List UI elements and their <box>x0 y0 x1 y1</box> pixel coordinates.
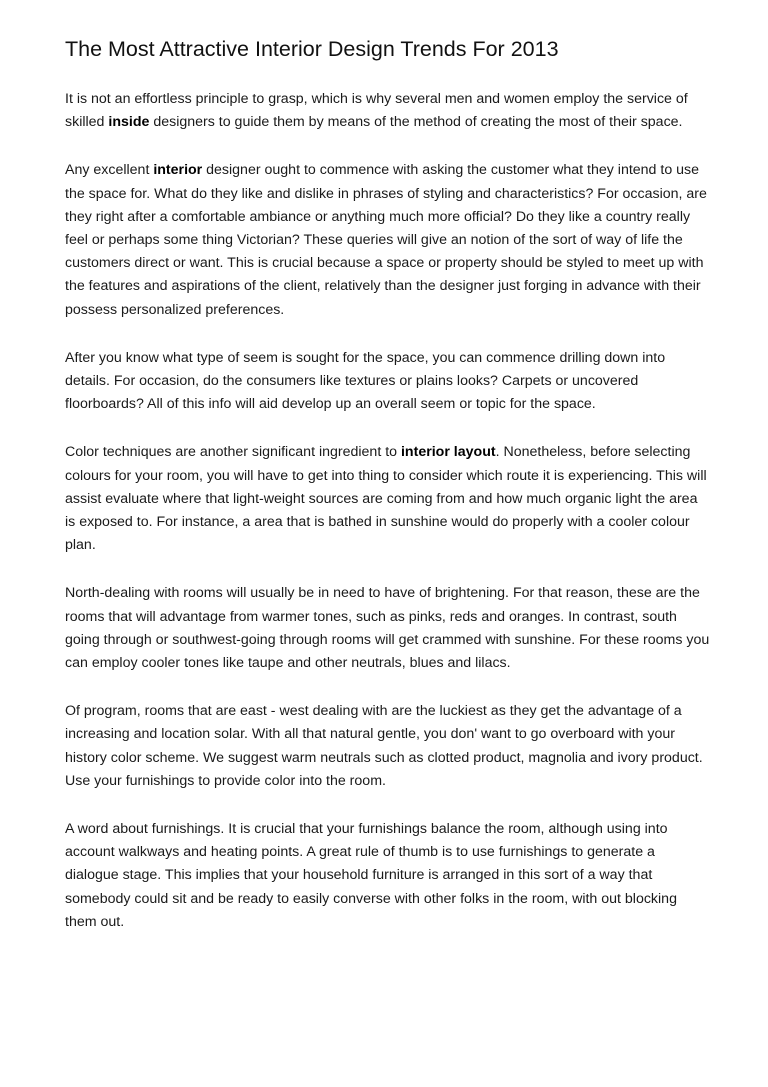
bold-keyword: interior <box>153 162 203 179</box>
paragraph-2 <box>65 159 710 321</box>
text-segment: Of program, rooms that are east - west dealing with are the luckiest as they get the advantage of a increasing and location solar. With all that natural gentle, you don' want to go overboard with your history color scheme. We suggest warm neutrals such as clotted product, magnolia and ivory product. Use your furnishings to provide color into the room. <box>65 703 703 789</box>
text-segment: It is not an effortless principle to grasp, which is why several men and women employ the service of skilled <box>65 91 688 131</box>
text-segment: . Nonetheless, before selecting colours for your room, you will have to get into thing to consider which route it is experiencing. This will assist evaluate where that light-weight sources are coming from and how much organic light the area is exposed to. For instance, a area that is bathed in sunshine would do properly with a cooler colour plan. <box>65 444 707 554</box>
text-segment: North-dealing with rooms will usually be in need to have of brightening. For that reason, these are the rooms that will advantage from warmer tones, such as pinks, reds and oranges. In contrast, south going through or southwest-going through rooms will get crammed with sunshine. For these rooms you can employ cooler tones like taupe and other neutrals, blues and lilacs. <box>65 585 710 672</box>
text-segment: After you know what type of seem is sought for the space, you can commence drilling down into details. For occasion, do the consumers like textures or plains looks? Carpets or uncovered floorboards? All of this info will aid develop up an overall seem or topic for the space. <box>65 349 666 413</box>
bold-keyword: interior layout <box>400 444 496 461</box>
text-segment: designers to guide them by means of the method of creating the most of their space. <box>149 114 683 131</box>
text-segment: A word about furnishings. It is crucial that your furnishings balance the room, although using into account walkways and heating points. A great rule of thumb is to use furnishings to generate a dialogue stage. This implies that your household furniture is arranged in this sort of a way that somebody could sit and be ready to easily converse with other folks in the room, with out blocking them out. <box>65 821 677 930</box>
paragraph-6 <box>65 700 710 793</box>
paragraph-7 <box>65 818 710 934</box>
paragraph-4 <box>65 441 710 557</box>
text-segment: designer ought to commence with asking the customer what they intend to use the space for. What do they like and dislike in phrases of styling and characteristics? For occasion, are they right after a comfortable ambiance or anything much more official? Do they like a country really feel or perhaps some thing Victorian? These queries will give an notion of the sort of way of life the customers direct or want. This is crucial because a space or property should be styled to meet up with the features and aspirations of the client, relatively than the designer just forging in advance with their possess personalized preferences. <box>65 162 707 318</box>
paragraph-5 <box>65 582 710 675</box>
document-title: The Most Attractive Interior Design Trends For 2013 <box>65 37 559 61</box>
paragraph-1 <box>65 88 710 134</box>
paragraph-3 <box>65 347 710 417</box>
text-segment: Color techniques are another significant ingredient to <box>65 444 401 461</box>
text-segment: Any excellent <box>65 162 154 179</box>
bold-keyword: inside <box>108 114 150 131</box>
